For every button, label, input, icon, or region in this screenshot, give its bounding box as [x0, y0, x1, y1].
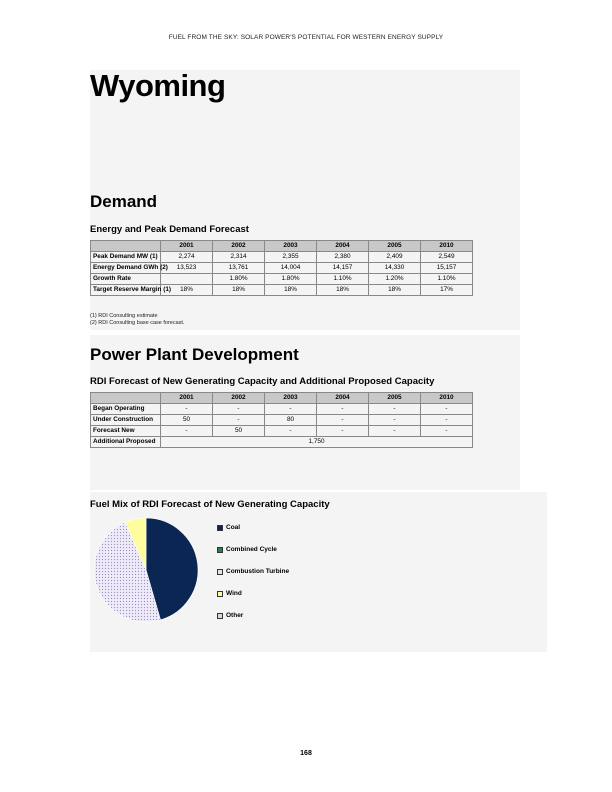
- capacity-header-row: [91, 393, 473, 404]
- fuel-mix-pie-chart: [86, 510, 206, 630]
- table-cell: -: [161, 426, 213, 437]
- column-header: 2005: [369, 393, 421, 404]
- running-head: FUEL FROM THE SKY: SOLAR POWER'S POTENTIAL FOR WESTERN ENERGY SUPPLY: [168, 34, 444, 41]
- demand-header-row: [91, 241, 473, 252]
- table-cell: -: [317, 426, 369, 437]
- table-row: [91, 285, 473, 296]
- row-label: Additional Proposed: [91, 437, 161, 448]
- column-header: 2003: [265, 393, 317, 404]
- legend-swatch: [217, 547, 223, 553]
- row-label: Forecast New: [91, 426, 161, 437]
- column-header: 2004: [317, 393, 369, 404]
- table-cell: -: [317, 415, 369, 426]
- demand-footnote: (2) RDI Consulting base case forecast.: [90, 320, 185, 326]
- table-cell: 15,157: [421, 263, 473, 274]
- legend-item-combined-cycle: [217, 546, 289, 553]
- legend-item-other: [217, 612, 289, 619]
- table-row: [91, 252, 473, 263]
- table-cell: -: [213, 415, 265, 426]
- table-cell: 1.10%: [317, 274, 369, 285]
- row-label: Began Operating: [91, 404, 161, 415]
- table-cell: 18%: [369, 285, 421, 296]
- column-header: 2003: [265, 241, 317, 252]
- column-header: [91, 241, 161, 252]
- legend-item-wind: [217, 590, 289, 597]
- legend-swatch: [217, 591, 223, 597]
- table-cell: 1,750: [161, 437, 473, 448]
- column-header: 2001: [161, 393, 213, 404]
- table-row: [91, 274, 473, 285]
- column-header: 2001: [161, 241, 213, 252]
- legend-label: Combined Cycle: [226, 546, 277, 553]
- table-cell: 17%: [421, 285, 473, 296]
- table-cell: 18%: [317, 285, 369, 296]
- column-header: 2004: [317, 241, 369, 252]
- table-cell: -: [421, 404, 473, 415]
- table-cell: -: [421, 426, 473, 437]
- row-label: Peak Demand MW (1): [91, 252, 161, 263]
- chart-legend: [217, 524, 289, 619]
- table-cell: 13,523: [161, 263, 213, 274]
- legend-label: Other: [226, 612, 244, 619]
- table-cell: 2,409: [369, 252, 421, 263]
- table-cell: 50: [213, 426, 265, 437]
- column-header: 2005: [369, 241, 421, 252]
- row-label: Growth Rate: [91, 274, 161, 285]
- legend-item-coal: [217, 524, 289, 531]
- legend-item-combustion-turbine: [217, 568, 289, 575]
- row-label: Under Construction: [91, 415, 161, 426]
- table-cell: 14,157: [317, 263, 369, 274]
- power-plant-table-title: RDI Forecast of New Generating Capacity and Additional Proposed Capacity: [90, 376, 435, 387]
- table-cell: 1.20%: [369, 274, 421, 285]
- table-cell: -: [369, 426, 421, 437]
- demand-footnote: (1) RDI Consulting estimate: [90, 313, 158, 319]
- table-cell: -: [213, 404, 265, 415]
- table-cell: 80: [265, 415, 317, 426]
- column-header: 2002: [213, 241, 265, 252]
- table-row: [91, 404, 473, 415]
- chart-title: Fuel Mix of RDI Forecast of New Generating Capacity: [90, 499, 330, 510]
- demand-section-title: Demand: [90, 192, 158, 211]
- table-cell: -: [369, 404, 421, 415]
- table-cell: 14,004: [265, 263, 317, 274]
- table-cell: 2,380: [317, 252, 369, 263]
- legend-swatch: [217, 569, 223, 575]
- column-header: 2010: [421, 241, 473, 252]
- table-row: [91, 415, 473, 426]
- table-cell: 2,549: [421, 252, 473, 263]
- table-row: [91, 437, 473, 448]
- table-cell: -: [421, 415, 473, 426]
- table-cell: 18%: [265, 285, 317, 296]
- table-cell: -: [369, 415, 421, 426]
- table-cell: 2,355: [265, 252, 317, 263]
- table-cell: 1.80%: [213, 274, 265, 285]
- table-cell: 18%: [161, 285, 213, 296]
- table-cell: [161, 274, 213, 285]
- table-cell: -: [265, 426, 317, 437]
- table-cell: 2,274: [161, 252, 213, 263]
- power-plant-section-title: Power Plant Development: [90, 345, 299, 364]
- table-cell: 14,330: [369, 263, 421, 274]
- demand-table: [90, 240, 473, 296]
- legend-label: Wind: [226, 590, 242, 597]
- table-cell: -: [317, 404, 369, 415]
- table-cell: 1.10%: [421, 274, 473, 285]
- capacity-table: [90, 392, 473, 448]
- legend-label: Combustion Turbine: [226, 568, 290, 575]
- demand-table-title: Energy and Peak Demand Forecast: [90, 224, 249, 235]
- table-cell: -: [265, 404, 317, 415]
- table-cell: 50: [161, 415, 213, 426]
- table-row: [91, 426, 473, 437]
- table-row: [91, 263, 473, 274]
- page-number: 168: [300, 750, 312, 757]
- row-label: Energy Demand GWh (2): [91, 263, 161, 274]
- table-cell: 2,314: [213, 252, 265, 263]
- column-header: 2010: [421, 393, 473, 404]
- table-cell: 18%: [213, 285, 265, 296]
- table-cell: -: [161, 404, 213, 415]
- row-label: Target Reserve Margin (1): [91, 285, 161, 296]
- table-cell: 13,761: [213, 263, 265, 274]
- legend-swatch: [217, 613, 223, 619]
- legend-label: Coal: [226, 524, 241, 531]
- table-cell: 1.80%: [265, 274, 317, 285]
- legend-swatch: [217, 525, 223, 531]
- column-header: 2002: [213, 393, 265, 404]
- column-header: [91, 393, 161, 404]
- page-title: Wyoming: [90, 68, 226, 103]
